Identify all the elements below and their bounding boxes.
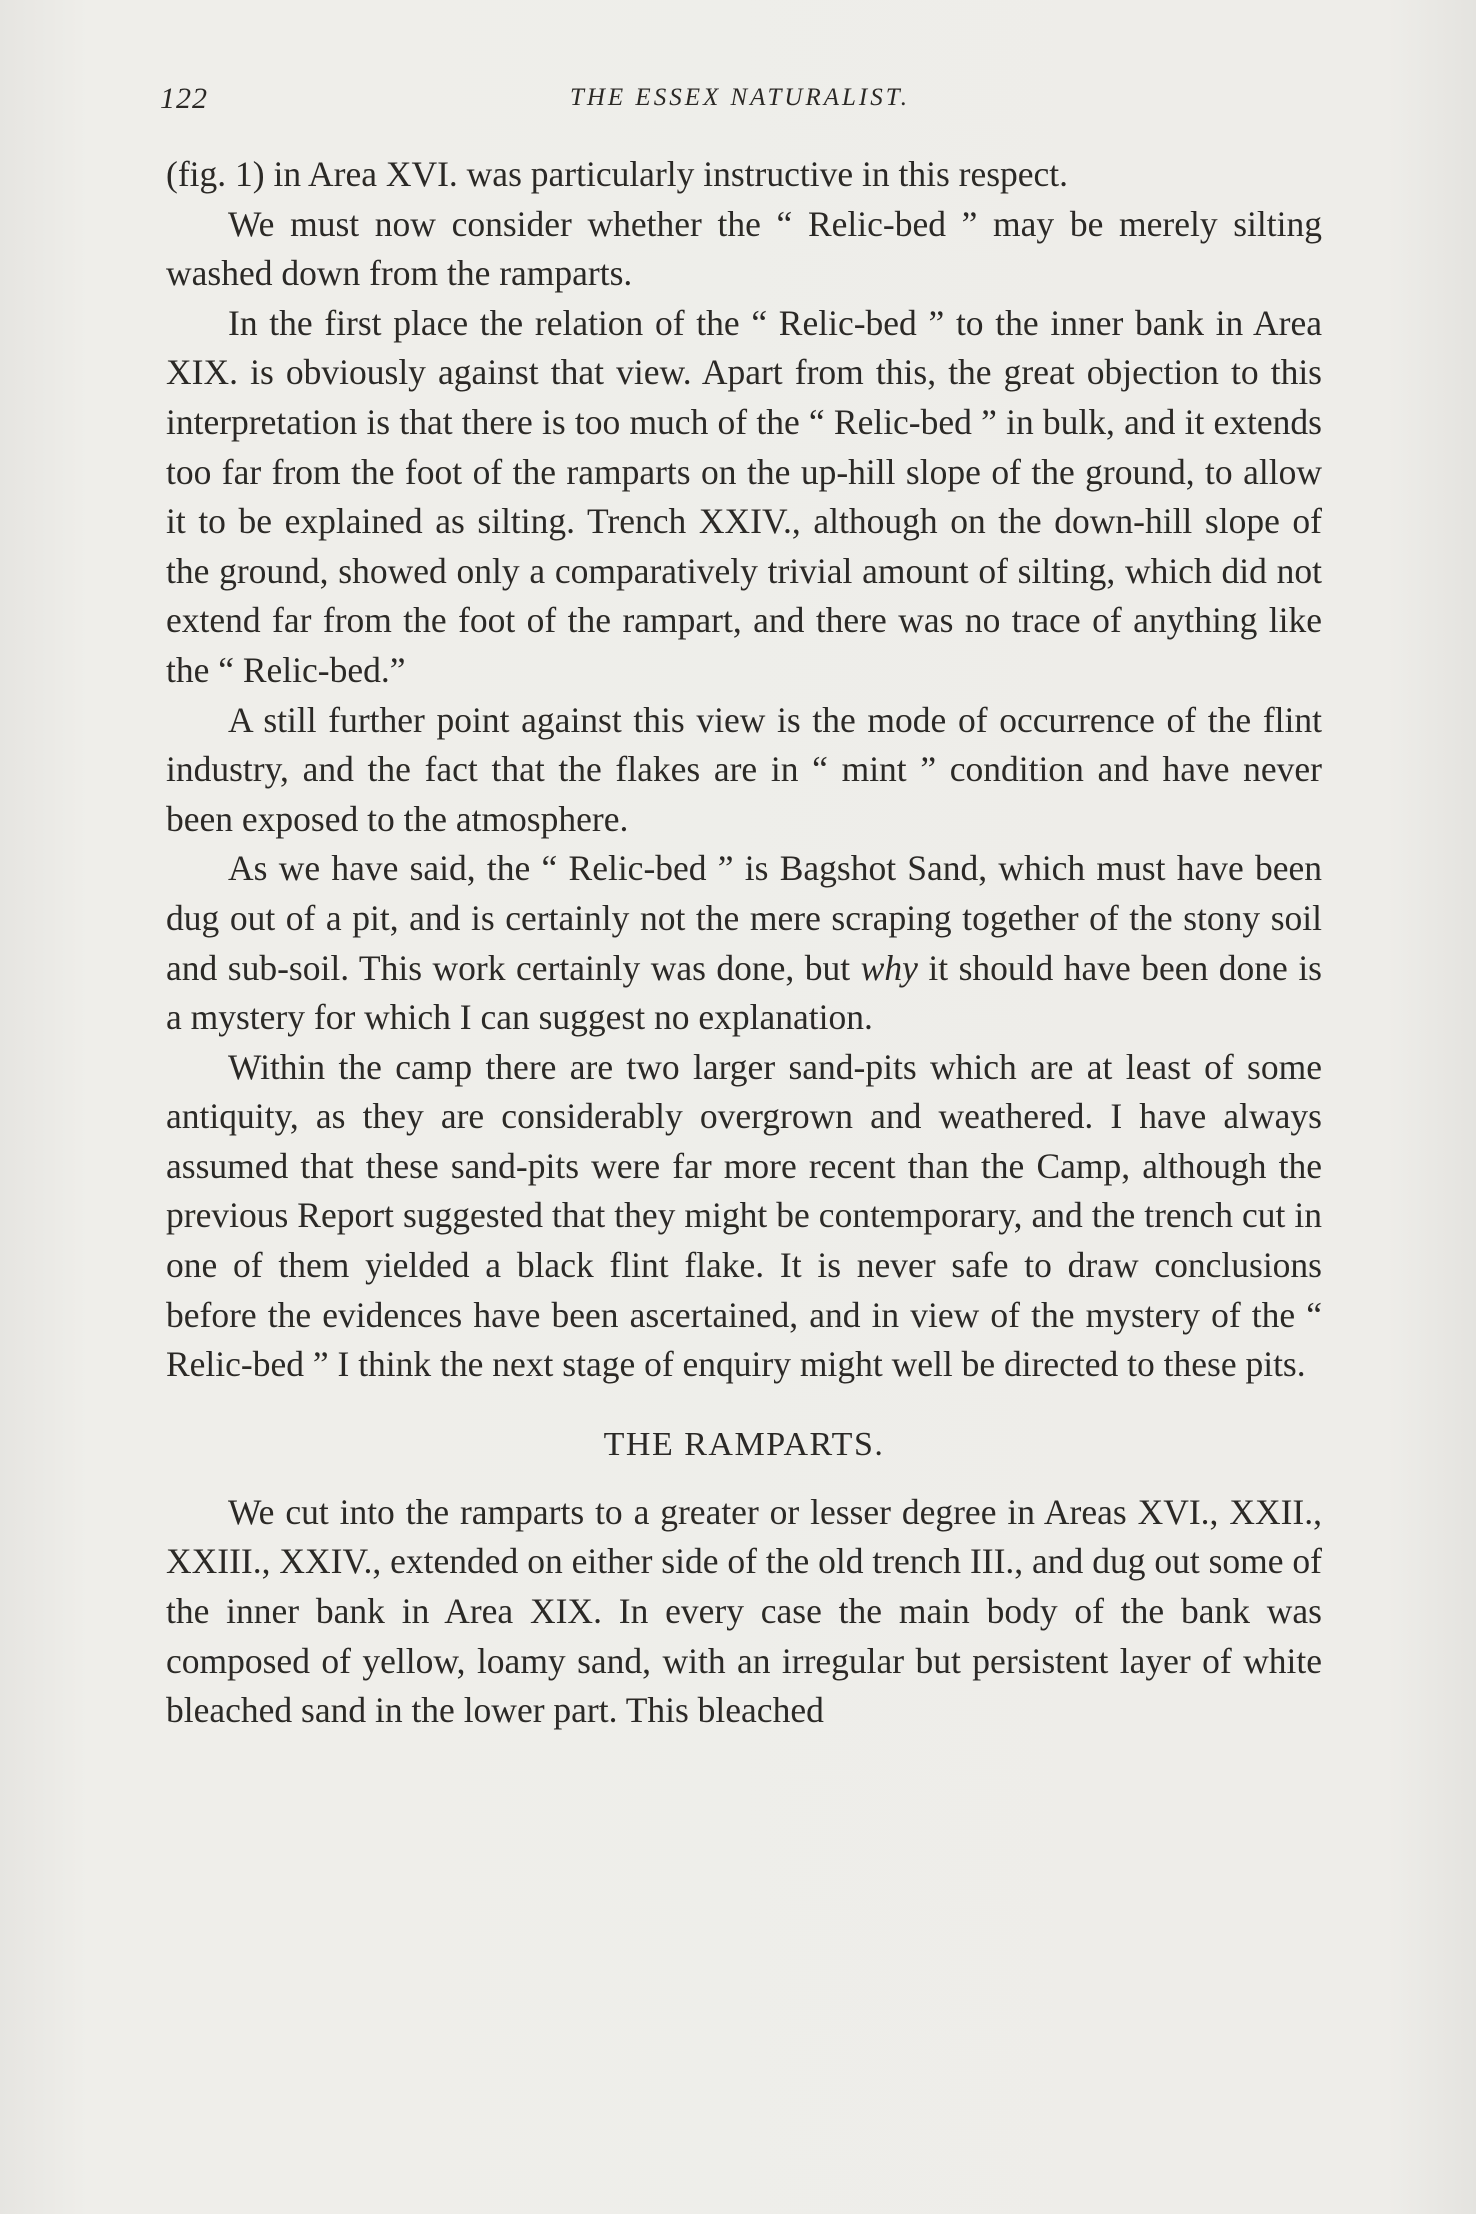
section-heading: THE RAMPARTS.: [603, 1425, 885, 1463]
paragraph-sand-pits: Within the camp there are two larger sand-pits which are at least of some antiquity, as they are considerably overgrown and weathered. I have always assumed that these sand-pits were far more recent than the Camp, although the previous Report suggested that they might be contemporary, and the trench cut in one of them yielded a black flint flake. It is never safe to draw conclusions before the evidences have been ascertained, and in view of the mystery of the “ Relic-bed ” I think the next stage of enquiry might well be directed to these pits.: [166, 1046, 1322, 1385]
page-number: 122: [160, 82, 208, 115]
paragraph-ramparts: We cut into the ramparts to a greater or lesser degree in Areas XVI., XXII., XXIII., XXIV., extended on either side of the old trench III., and dug out some of the inner bank in Area XIX. In every case the main body of the bank was composed of yellow, loamy sand, with an irregular but persistent layer of white bleached sand in the lower part. This bleached: [166, 1491, 1322, 1731]
running-head: THE ESSEX NATURALIST.: [569, 84, 911, 111]
paragraph-silting: We must now consider whether the “ Relic-bed ” may be merely silting washed down from the ramparts.: [166, 203, 1322, 294]
paragraph-flint-industry: A still further point against this view is the mode of occurrence of the flint industry, and the fact that the flakes are in “ mint ” condition and have never been exposed to the atmosphere.: [166, 699, 1322, 839]
emphasis-why: why: [860, 947, 918, 988]
page-header: [160, 82, 1320, 122]
body-text: [166, 150, 1322, 1736]
paragraph-bagshot-sand: [166, 844, 1322, 1042]
paragraph-bagshot-sand-end: it should have been done is a mystery for which I can suggest no explanation.: [166, 947, 1323, 1038]
paragraph-continuation: (fig. 1) in Area XVI. was particularly instructive in this respect.: [166, 154, 1069, 194]
paragraph-bagshot-sand-start: As we have said, the “ Relic-bed ” is Bagshot Sand, which must have been dug out of a pit, and is certainly not the mere scraping together of the stony soil and sub-soil. This work certainly was done, but: [166, 848, 1322, 988]
paragraph-objection: In the first place the relation of the “ Relic-bed ” to the inner bank in Area XIX. is obviously against that view. Apart from this, the great objection to this interpretation is that there is too much of the “ Relic-bed ” in bulk, and it extends too far from the foot of the ramparts on the up-hill slope of the ground, to allow it to be explained as silting. Trench XXIV., although on the down-hill slope of the ground, showed only a comparatively trivial amount of silting, which did not extend far from the foot of the rampart, and there was no trace of anything like the “ Relic-bed.”: [166, 302, 1322, 690]
